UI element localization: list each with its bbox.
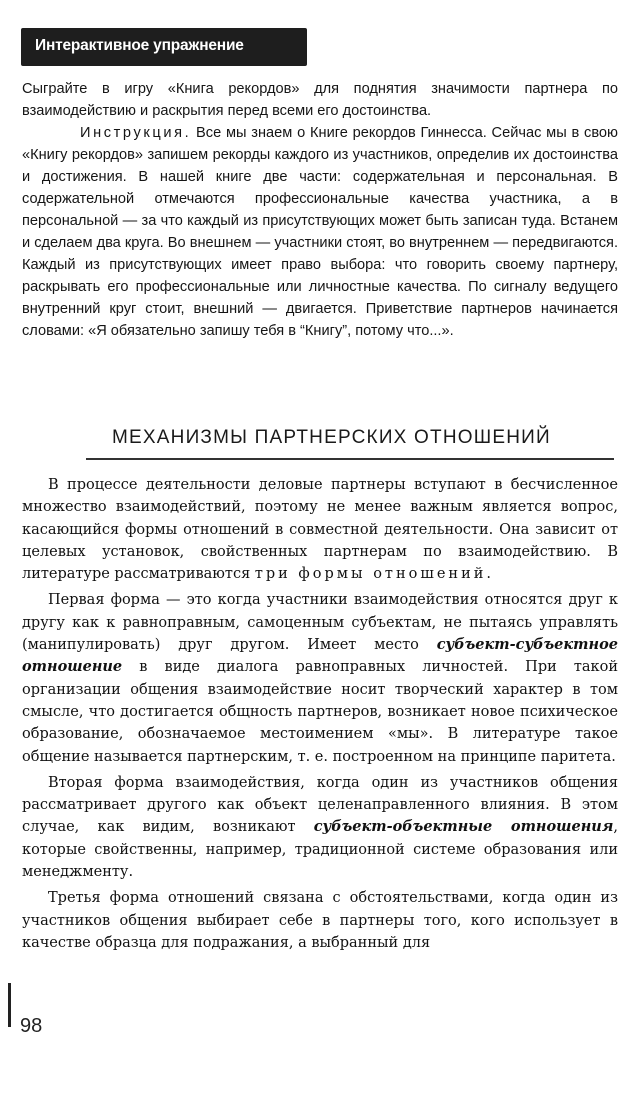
paragraph-1-text: В процессе деятельности деловые партнеры вступают в бесчисленное множество взаимодействий, поэтому не менее важным является вопрос, касающийся формы отношений в совместной деятельности. Она зависит от целевых установок, свойственных партнерам по взаимодействию. В литературе рассматриваются <box>22 477 618 583</box>
exercise-text <box>22 78 618 342</box>
exercise-banner: Интерактивное упражнение <box>21 28 307 66</box>
paragraph-2-text-a: Первая форма — это когда участники взаимодействия относятся друг к другу как к равноправным, самоценным субъектам, не пытаясь управлять (манипулировать) друг другом. Имеет место <box>22 592 618 654</box>
paragraph-1-spaced: три формы отношений <box>254 566 487 583</box>
paragraph-3 <box>22 772 618 883</box>
margin-bar <box>8 983 11 1027</box>
heading-underline <box>86 458 614 460</box>
instruction-body: Все мы знаем о Книге рекордов Гиннесса. Сейчас мы в свою «Книгу рекордов» запишем рекорды каждого из участников, определив их достоинства и достижения. В нашей книге две части: содержательная и персональная. В содержательной отмечаются профессиональные качества участника, а в персональной — за что каждый из присутствующих может быть записан туда. Встанем и сделаем два круга. Во внешнем — участники стоят, во внутреннем — передвигаются. Каждый из присутствующих имеет право выбора: что говорить своему партнеру, раскрывать его профессиональные или личностные качества. По сигналу ведущего внутренний круг стоит, внешний — двигается. Приветствие партнеров начинается словами: «Я обязательно запишу тебя в “Книгу”, потому что...». <box>22 125 618 339</box>
paragraph-1-end: . <box>486 566 492 583</box>
paragraph-4: Третья форма отношений связана с обстоятельствами, когда один из участников общения выбирает себе в партнеры того, кого использует в качестве образца для подражания, а выбранный для <box>22 890 618 951</box>
term-subject-object: субъект-объектные отношения <box>313 818 614 836</box>
paragraph-3-text-b: , которые свойственны, например, традиционной системе образования или менеджменту. <box>22 819 618 881</box>
paragraph-2 <box>22 589 618 767</box>
instruction-label: Инструкция. <box>80 125 192 141</box>
paragraph-1 <box>22 474 618 585</box>
exercise-instruction <box>22 122 618 342</box>
section-heading: МЕХАНИЗМЫ ПАРТНЕРСКИХ ОТНОШЕНИЙ <box>112 427 551 448</box>
paragraph-2-text-b: в виде диалога равноправных личностей. При такой организации общения взаимодействие носит творческий характер в том смысле, что достигается общность партнеров, возникает новое психическое образование, обозначаемое местоимением «мы». В литературе такое общение называется партнерским, т. е. построенном на принципе паритета. <box>22 659 618 765</box>
term-subject-subject: субъект-субъектное отношение <box>22 636 618 676</box>
exercise-intro: Сыграйте в игру «Книга рекордов» для поднятия значимости партнера по взаимодействию и раскрытия перед всеми его достоинства. <box>22 81 618 119</box>
section-body <box>22 474 618 958</box>
paragraph-3-text-a: Вторая форма взаимодействия, когда один из участников общения рассматривает другого как объект целенаправленного влияния. В этом случае, как видим, возникают <box>22 774 618 836</box>
page-number: 98 <box>20 1015 43 1037</box>
